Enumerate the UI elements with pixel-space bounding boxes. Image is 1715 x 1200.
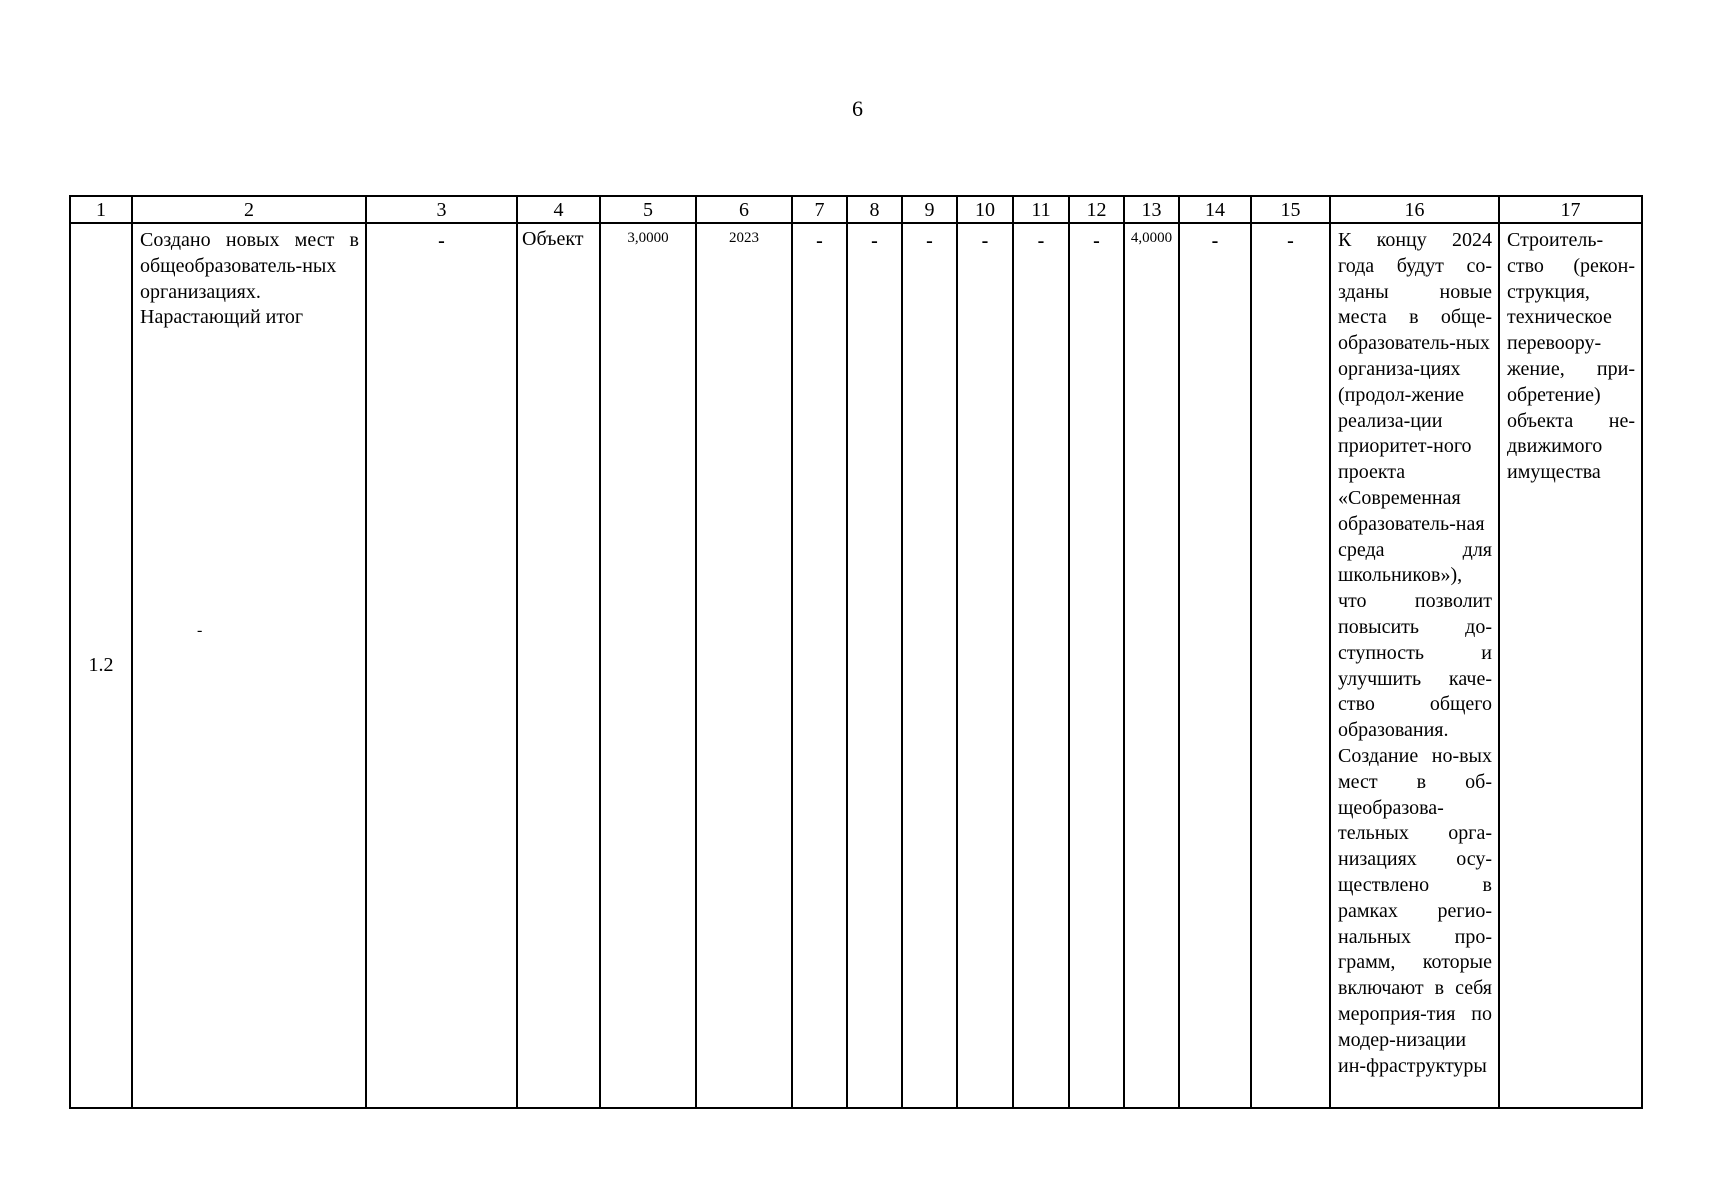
header-cell: 15 [1251,196,1330,223]
header-cell: 7 [792,196,847,223]
col8-value: - [871,230,878,252]
col14-value: - [1211,230,1219,252]
unit-value: Объект [522,228,584,250]
table-row [70,223,1642,1108]
col13-value: 4,0000 [1130,230,1173,246]
col3-cell [366,223,517,1108]
header-cell: 2 [132,196,366,223]
relation-text: Строитель-ство (рекон-струкция, техническое перевоору-жение, при-обретение) объекта не-движимого имущества [1507,229,1635,484]
stray-dash-mark: - [197,622,203,639]
col12-cell [1069,223,1124,1108]
indicator-name-cell [132,223,366,1108]
page-number: 6 [852,96,863,121]
header-cell: 13 [1124,196,1179,223]
col9-cell [902,223,957,1108]
base-year-cell [696,223,792,1108]
indicator-table [69,195,1643,1109]
header-cell: 3 [366,196,517,223]
col8-cell [847,223,902,1108]
col7-value: - [816,230,823,252]
base-value-cell [600,223,696,1108]
header-cell: 5 [600,196,696,223]
col15-cell [1251,223,1330,1108]
col9-value: - [926,230,933,252]
base-value: 3,0000 [627,230,669,246]
col7-cell [792,223,847,1108]
col12-value: - [1093,230,1100,252]
description-cell [1330,223,1499,1108]
header-cell: 6 [696,196,792,223]
col11-value: - [1037,230,1045,252]
unit-cell [517,223,600,1108]
header-cell: 17 [1499,196,1642,223]
header-cell: 8 [847,196,902,223]
header-cell: 16 [1330,196,1499,223]
col14-cell [1179,223,1251,1108]
header-cell: 9 [902,196,957,223]
header-cell: 10 [957,196,1013,223]
base-year: 2023 [729,230,759,246]
col11-cell [1013,223,1069,1108]
col10-value: - [981,230,989,252]
header-cell: 1 [70,196,132,223]
relation-cell [1499,223,1642,1108]
description-text: К концу 2024 года будут со-зданы новые места в обще-образователь-ных организа-циях (продол-жение реализа-ции приоритет-ного проекта «Современная образователь-ная среда для школьников»), что позволит повысить до-ступность и улучшить каче-ство общего образования. Создание но-вых мест в об-щеобразова-тельных орга-низациях осу-ществлено в рамках регио-нальных про-грамм, которые включают в себя мероприя-тия по модер-низации ин-фраструктуры [1338,229,1492,1077]
header-cell: 11 [1013,196,1069,223]
indicator-name: Создано новых мест в общеобразователь-ных организациях. Нарастающий итог [140,229,359,329]
col13-cell [1124,223,1179,1108]
header-cell: 4 [517,196,600,223]
header-cell: 12 [1069,196,1124,223]
col3-value: - [438,230,445,252]
col15-value: - [1287,230,1294,252]
col10-cell [957,223,1013,1108]
header-cell: 14 [1179,196,1251,223]
header-row [70,196,1642,223]
row-number: 1.2 [70,223,132,1108]
